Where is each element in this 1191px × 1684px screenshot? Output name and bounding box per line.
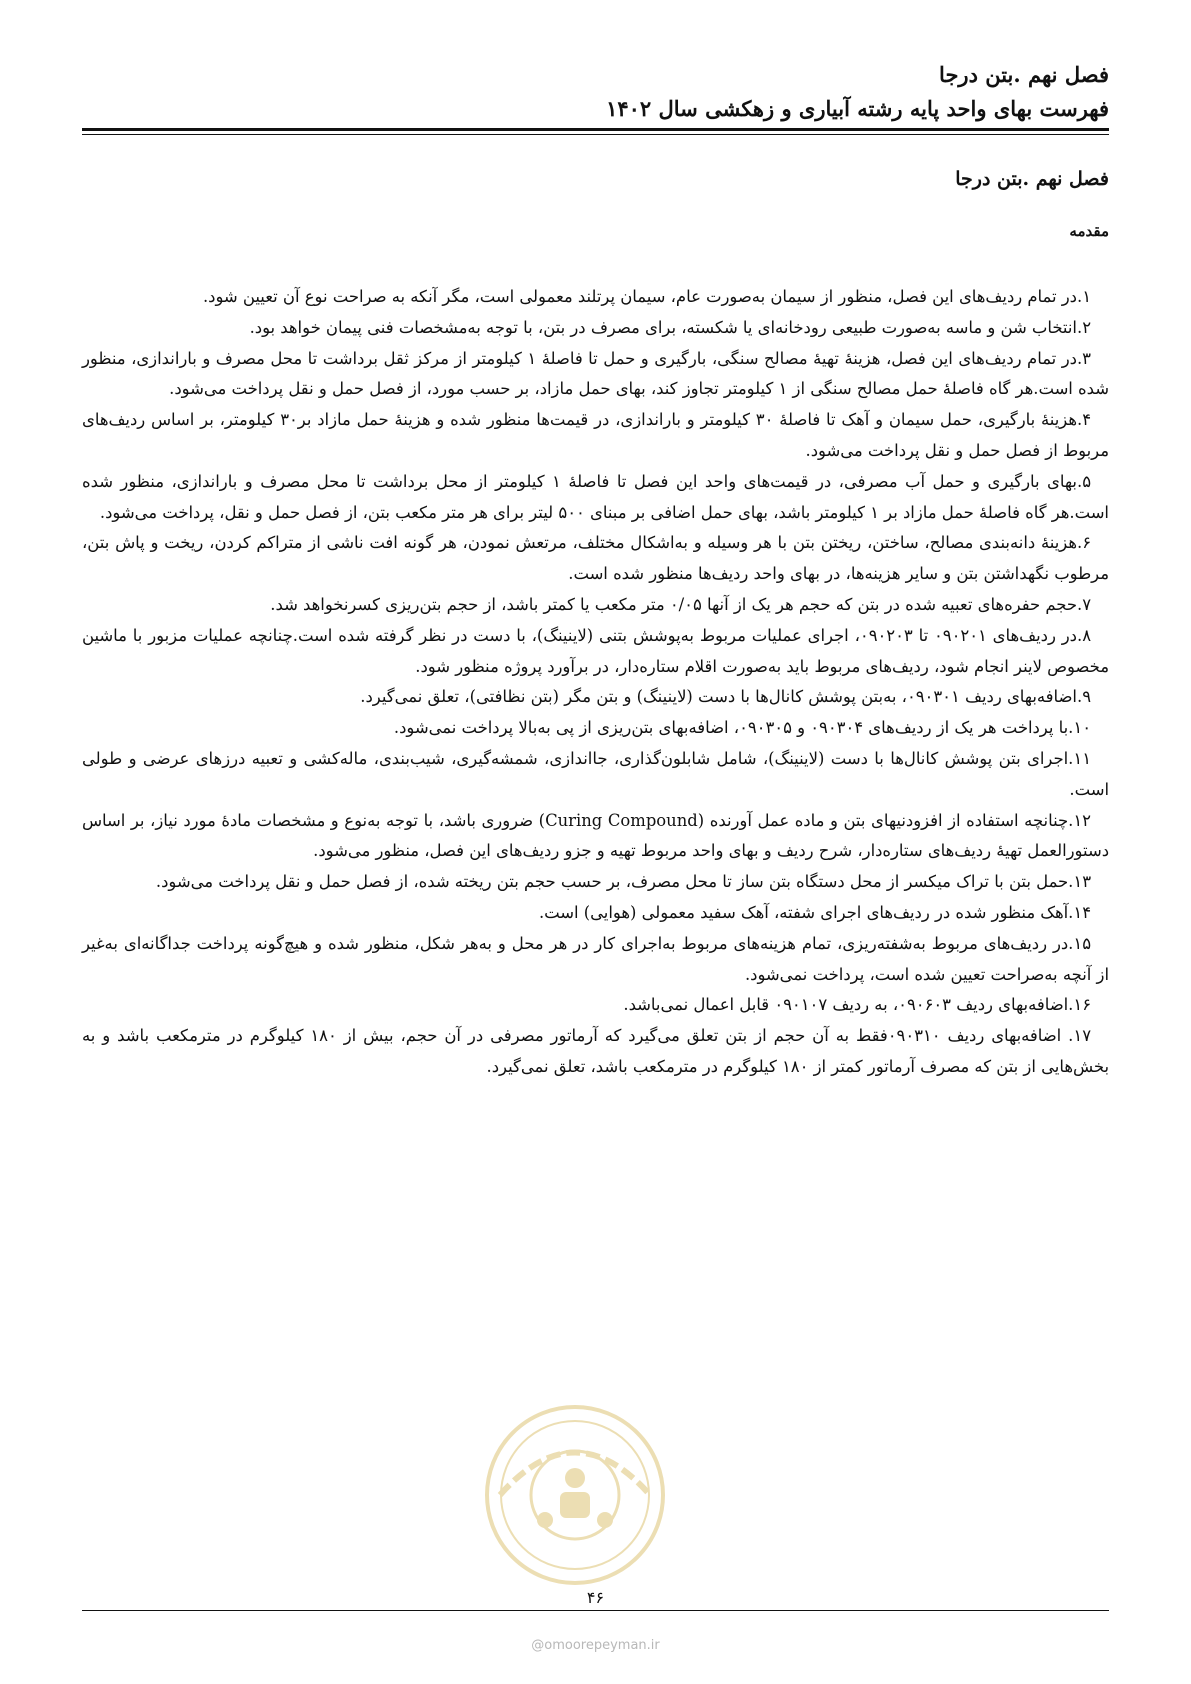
paragraph-16: ۱۶.اضافه‌بهای ردیف ۰۹۰۶۰۳، به ردیف ۰۹۰۱۰۷ قابل اعمال نمی‌باشد. <box>623 995 1091 1015</box>
page-number: ۴۶ <box>586 1588 605 1607</box>
paragraph-11: ۱۱.اجرای بتن پوشش کانال‌ها با دست (لاینینگ)، شامل شابلون‌گذاری، جااندازی، شمشه‌گیری، شیب‌بندی، ماله‌کشی و تعبیه درزهای عرضی و طولی است. <box>82 748 1109 799</box>
intro-heading: مقدمه <box>1069 222 1109 240</box>
paragraph-13: ۱۳.حمل بتن با تراک میکسر از محل دستگاه بتن ساز تا محل مصرف، بر حسب حجم بتن ریخته شده، از فصل حمل و نقل پرداخت می‌شود. <box>155 872 1091 892</box>
header-chapter: فصل نهم .بتن درجا <box>939 62 1109 87</box>
header-title: فهرست بهای واحد پایه رشته آبیاری و زهکشی سال ۱۴۰۲ <box>606 96 1109 121</box>
site-watermark: @omoorepeyman.ir <box>531 1638 660 1653</box>
paragraph-5: ۵.بهای بارگیری و حمل آب مصرفی، در قیمت‌های واحد این فصل تا فاصلهٔ ۱ کیلومتر از محل برداشت تا محل مصرف و باراندازی، منظور شده است.هر گاه فاصلهٔ حمل مازاد بر ۱ کیلومتر باشد، بهای حمل اضافی بر مبنای ۵۰۰ لیتر برای هر متر مکعب بتن، از فصل حمل و نقل، پرداخت می‌شود. <box>82 471 1109 522</box>
header-rule-thin <box>82 134 1109 135</box>
paragraph-17: ۱۷. اضافه‌بهای ردیف ۰۹۰۳۱۰فقط به آن حجم از بتن تعلق می‌گیرد که آرماتور مصرفی در آن حجم، بیش از ۱۸۰ کیلوگرم در مترمکعب باشد و به بخش‌هایی از بتن که مصرف آرماتور کمتر از ۱۸۰ کیلوگرم در مترمکعب باشد، تعلق نمی‌گیرد. <box>82 1026 1109 1076</box>
paragraph-3: ۳.در تمام ردیف‌های این فصل، هزینهٔ تهیهٔ مصالح سنگی، بارگیری و حمل تا فاصلهٔ ۱ کیلومتر از مرکز ثقل برداشت تا محل مصرف و باراندازی، منظور شده است.هر گاه فاصلهٔ حمل مصالح سنگی از ۱ کیلومتر تجاوز کند، بهای حمل مازاد، بر حسب مورد، از فصل حمل و نقل پرداخت می‌شود. <box>82 348 1109 399</box>
paragraph-6: ۶.هزینهٔ دانه‌بندی مصالح، ساختن، ریختن بتن با هر وسیله و به‌اشکال مختلف، مرتعش نمودن، هر گونه افت ناشی از متراکم کردن، ریخت و پاش بتن، مرطوب نگهداشتن بتن و سایر هزینه‌ها، در بهای واحد ردیف‌ها منظور شده است. <box>82 533 1109 584</box>
paragraph-12: ۱۲.چنانچه استفاده از افزودنیهای بتن و ماده عمل آورنده (Curing Compound) ضروری باشد، با توجه به‌نوع و مشخصات مادهٔ مورد نیاز، بر اساس دستورالعمل تهیهٔ ردیف‌های ستاره‌دار، شرح ردیف و بهای واحد مربوط تهیه و جزو ردیف‌های این فصل، منظور می‌شود. <box>82 810 1109 861</box>
paragraph-10: ۱۰.با پرداخت هر یک از ردیف‌های ۰۹۰۳۰۴ و ۰۹۰۳۰۵، اضافه‌بهای بتن‌ریزی از پی به‌بالا پرداخت نمی‌شود. <box>393 718 1091 738</box>
paragraph-7: ۷.حجم حفره‌های تعبیه شده در بتن که حجم هر یک از آنها ۰/۰۵ متر مکعب یا کمتر باشد، از حجم بتن‌ریزی کسرنخواهد شد. <box>270 594 1091 614</box>
chapter-title: فصل نهم .بتن درجا <box>955 168 1109 190</box>
paragraph-14: ۱۴.آهک منظور شده در ردیف‌های اجرای شفته، آهک سفید معمولی (هوایی) است. <box>538 902 1091 922</box>
header-rule-thick <box>82 128 1109 131</box>
paragraph-8: ۸.در ردیف‌های ۰۹۰۲۰۱ تا ۰۹۰۲۰۳، اجرای عملیات مربوط به‌پوشش بتنی (لاینینگ)، با دست در نظر گرفته شده است.چنانچه عملیات مزبور با ماشین مخصوص لاینر انجام شود، ردیف‌های مربوط باید به‌صورت اقلام ستاره‌دار، در برآورد پروژه منظور شود. <box>82 625 1109 676</box>
paragraph-4: ۴.هزینهٔ بارگیری، حمل سیمان و آهک تا فاصلهٔ ۳۰ کیلومتر و باراندازی، در قیمت‌ها منظور شده و هزینهٔ حمل مازاد بر۳۰ کیلومتر، بر اساس ردیف‌های مربوط از فصل حمل و نقل پرداخت می‌شود. <box>82 410 1109 460</box>
paragraph-2: ۲.انتخاب شن و ماسه به‌صورت طبیعی رودخانه‌ای یا شکسته، برای مصرف در بتن، با توجه به‌مشخصات فنی پیمان خواهد بود. <box>249 317 1091 337</box>
footer-rule <box>82 1610 1109 1611</box>
paragraph-15: ۱۵.در ردیف‌های مربوط به‌شفته‌ریزی، تمام هزینه‌های مربوط به‌اجرای کار در هر محل و به‌هر شکل، منظور شده و هیچ‌گونه پرداخت جداگانه‌ای به‌غیر از آنچه به‌صراحت تعیین شده است، پرداخت نمی‌شود. <box>82 933 1109 984</box>
body-text <box>82 282 1109 1083</box>
seal-emblem-icon <box>480 1400 670 1590</box>
paragraph-1: ۱.در تمام ردیف‌های این فصل، منظور از سیمان به‌صورت عام، سیمان پرتلند معمولی است، مگر آنکه به صراحت نوع آن تعیین شود. <box>202 287 1091 306</box>
paragraph-9: ۹.اضافه‌بهای ردیف ۰۹۰۳۰۱، به‌بتن پوشش کانال‌ها با دست (لاینینگ) و بتن مگر (بتن نظافتی)، تعلق نمی‌گیرد. <box>360 687 1091 707</box>
